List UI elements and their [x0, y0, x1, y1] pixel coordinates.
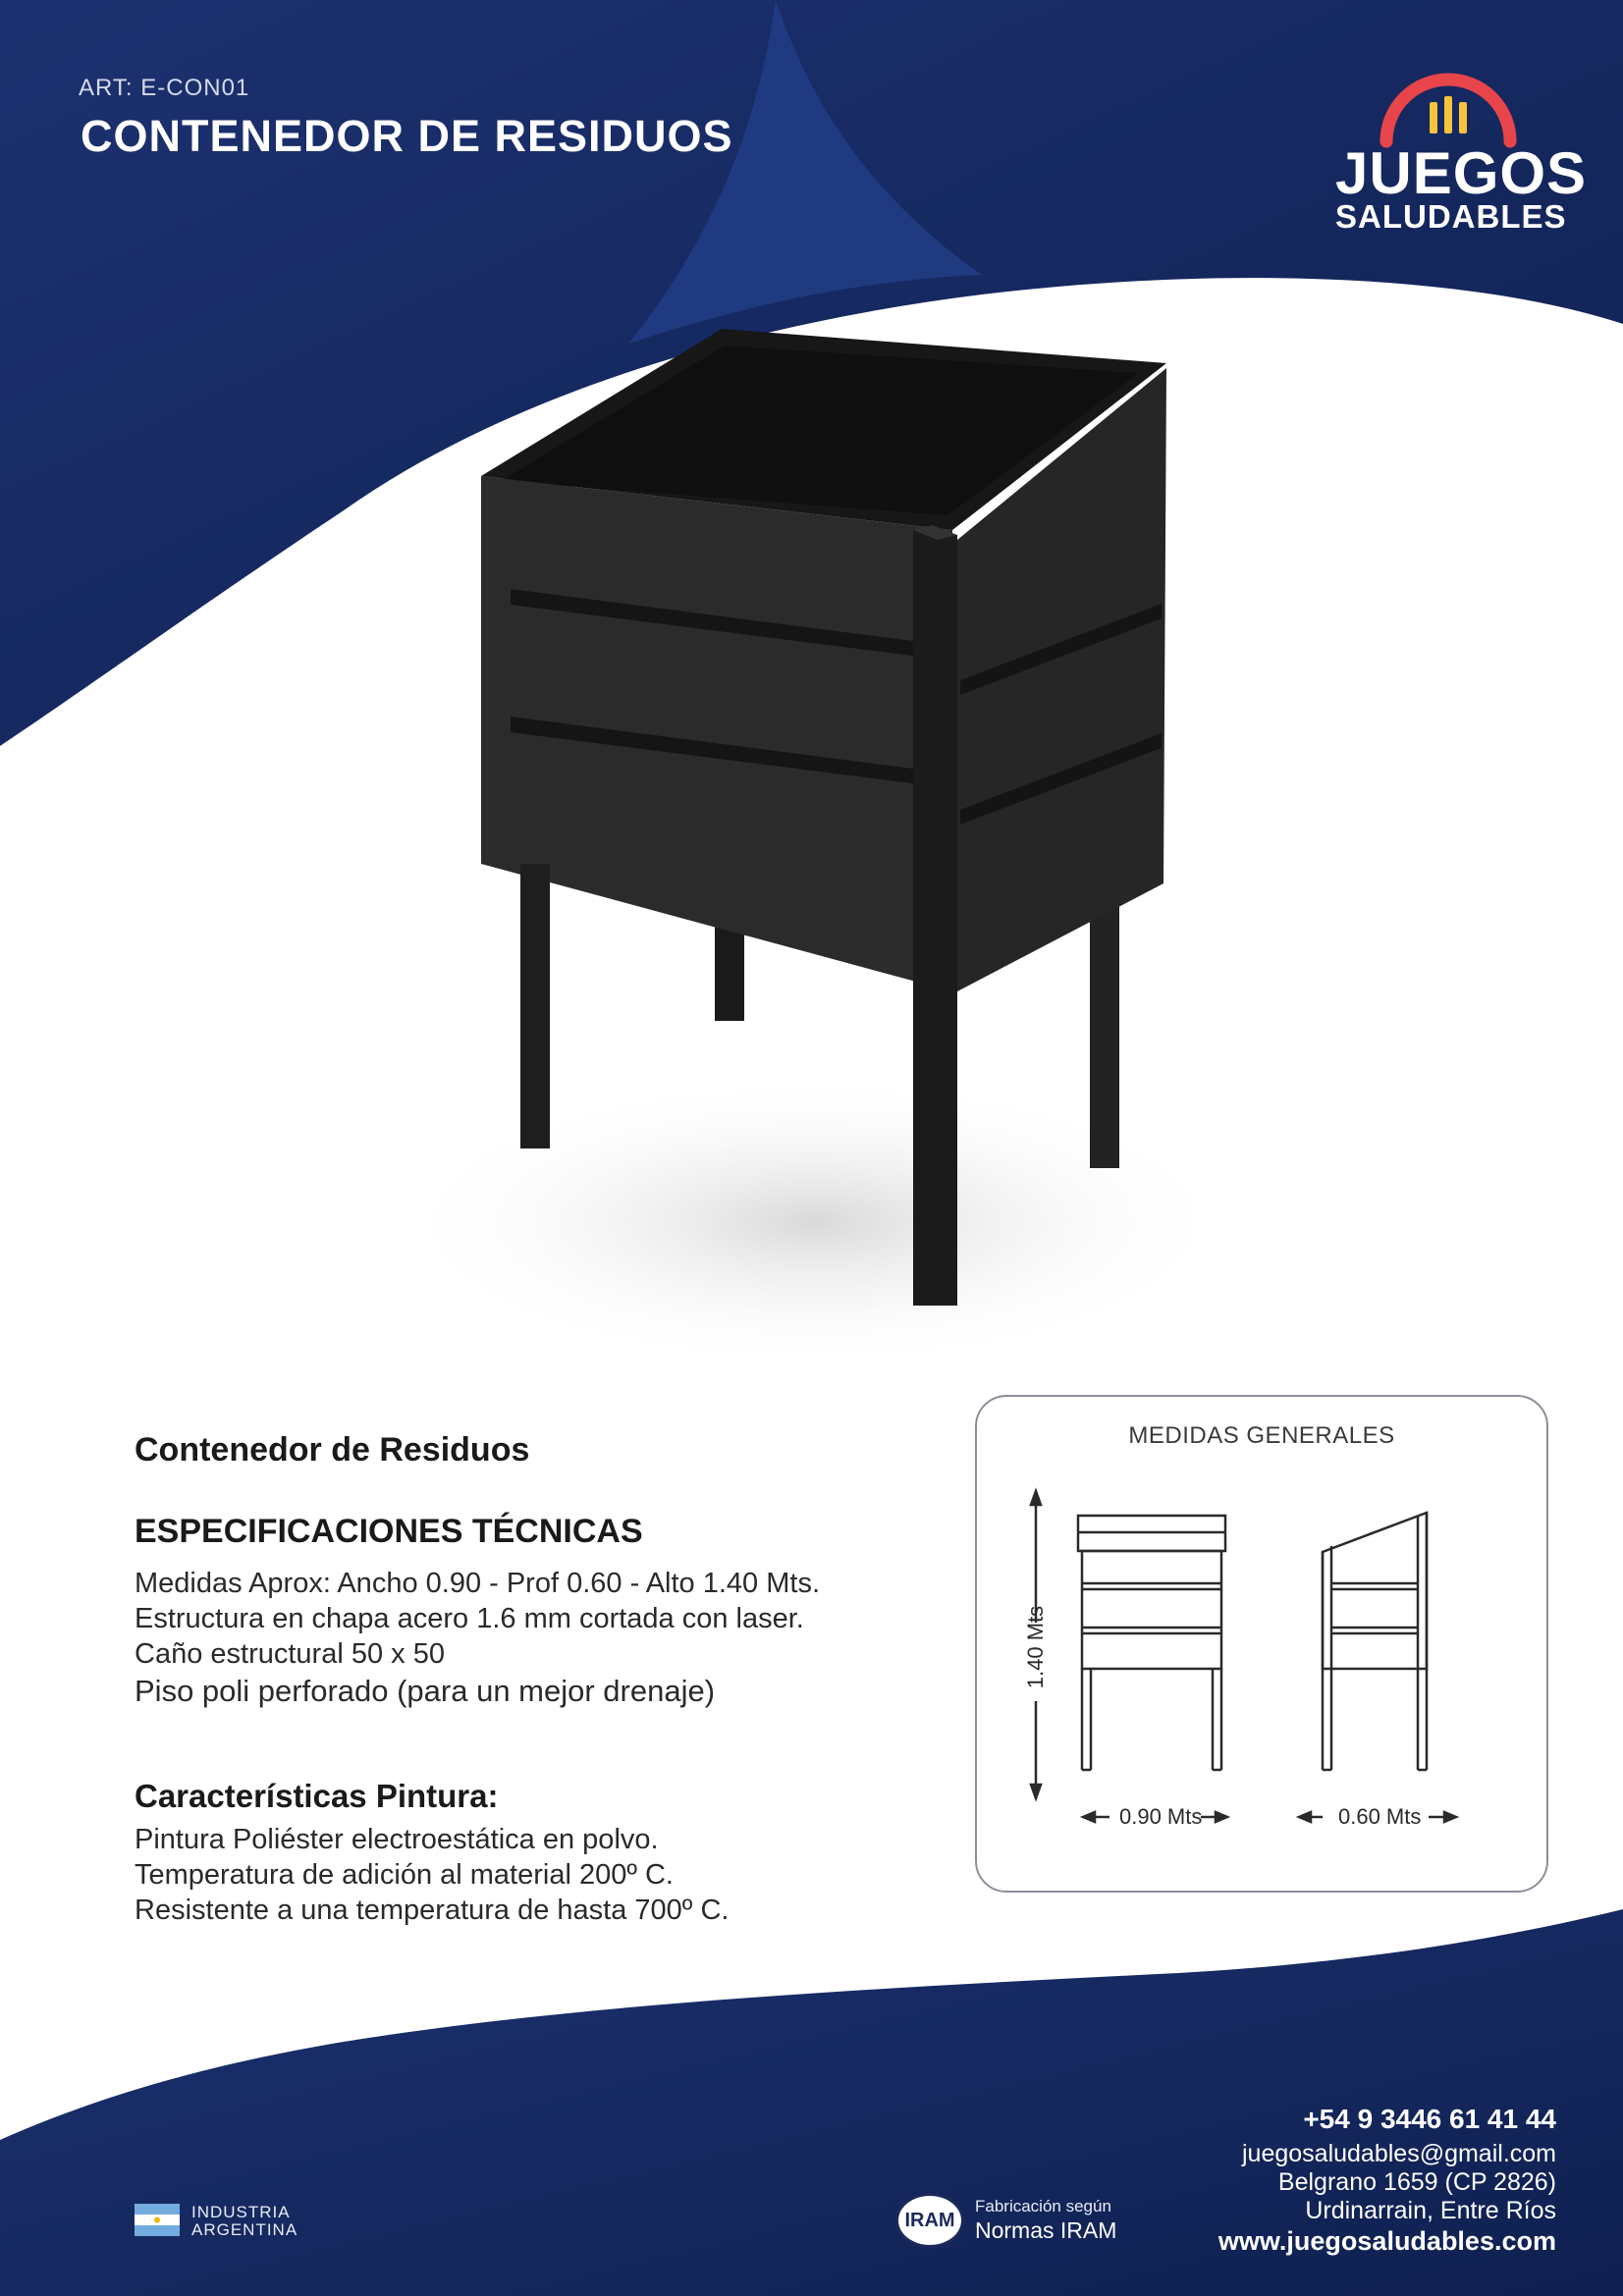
industria-line: INDUSTRIA [191, 2203, 291, 2221]
contact-city: Urdinarrain, Entre Ríos [1305, 2197, 1556, 2224]
contact-website: www.juegosaludables.com [1217, 2226, 1556, 2256]
logo-word-saludables: SALUDABLES [1335, 198, 1567, 235]
spec-line: Medidas Aprox: Ancho 0.90 - Prof 0.60 - Alto 1.40 Mts. [135, 1568, 820, 1599]
height-label: 1.40 Mts [1023, 1605, 1048, 1689]
paint-line: Temperatura de adición al material 200º C. [135, 1859, 674, 1891]
logo-arch-icon [1335, 71, 1561, 149]
paint-title: Características Pintura: [135, 1778, 499, 1814]
spec-line: Estructura en chapa acero 1.6 mm cortada con laser. [135, 1603, 804, 1634]
page-title: CONTENEDOR DE RESIDUOS [81, 111, 733, 161]
specs-title: ESPECIFICACIONES TÉCNICAS [135, 1513, 643, 1550]
logo-word-juegos: JUEGOS [1335, 140, 1588, 206]
contact-address: Belgrano 1659 (CP 2826) [1277, 2168, 1556, 2196]
paint-line: Resistente a una temperatura de hasta 700º C. [135, 1895, 730, 1926]
depth-label: 0.60 Mts [1338, 1804, 1422, 1829]
article-code: ART: E-CON01 [79, 75, 250, 101]
measures-panel [975, 1395, 1548, 1893]
iram-badge-icon: IRAM [895, 2193, 964, 2248]
iram-caption: Fabricación según [975, 2197, 1111, 2216]
product-image [461, 314, 1168, 1325]
contact-email: juegosaludables@gmail.com [1242, 2140, 1556, 2167]
argentina-flag-icon [135, 2204, 180, 2236]
industria-argentina-label [191, 2204, 298, 2239]
measures-diagram [977, 1397, 1546, 1888]
product-name: Contenedor de Residuos [135, 1431, 530, 1468]
spec-line: Caño estructural 50 x 50 [135, 1638, 445, 1670]
spec-line: Piso poli perforado (para un mejor drenaje) [135, 1674, 716, 1708]
brand-logo [1335, 71, 1588, 238]
iram-norms: Normas IRAM [975, 2217, 1117, 2243]
paint-line: Pintura Poliéster electroestática en polvo. [135, 1824, 659, 1855]
contact-phone: +54 9 3446 61 41 44 [1303, 2104, 1556, 2134]
measures-title: MEDIDAS GENERALES [1128, 1422, 1395, 1449]
industria-line: ARGENTINA [191, 2220, 298, 2239]
width-label: 0.90 Mts [1119, 1804, 1203, 1829]
